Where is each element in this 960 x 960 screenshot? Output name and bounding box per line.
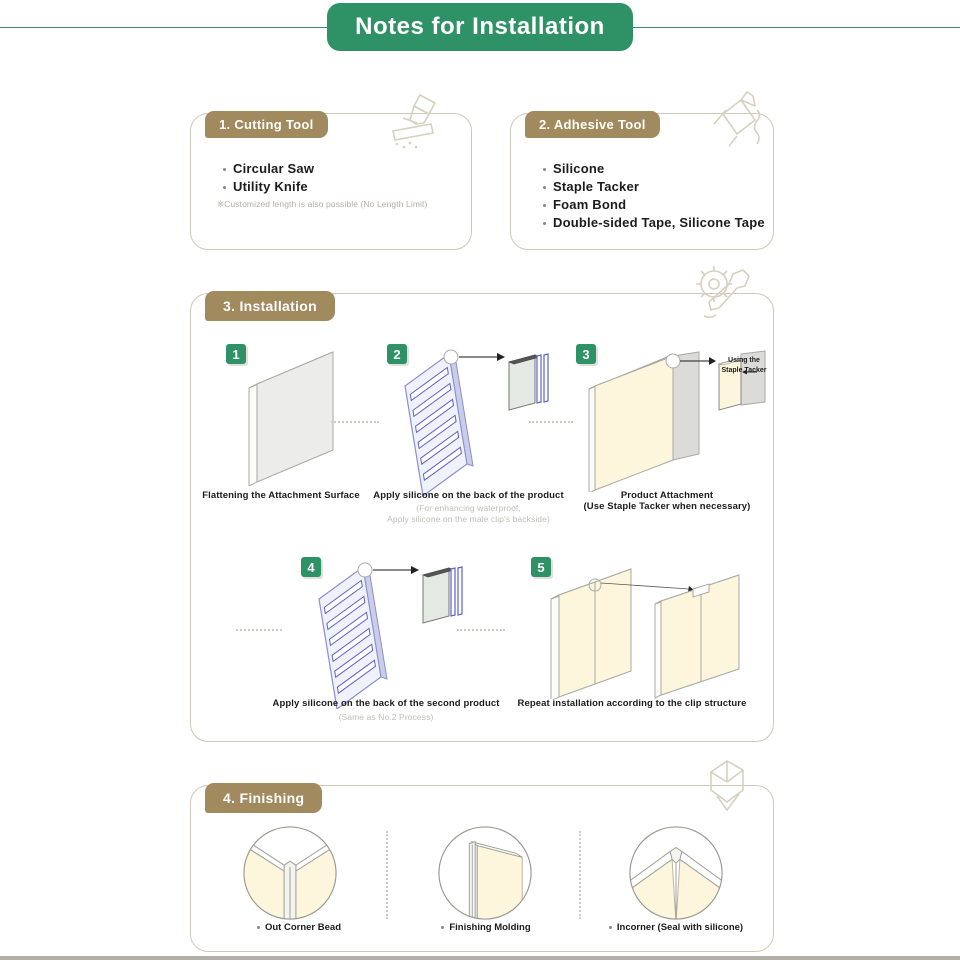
tool-item-label: Double-sided Tape, Silicone Tape (553, 215, 765, 230)
step-sub-caption: Apply silicone on the male clip's backside) (387, 514, 550, 524)
wall-surface-illustration (229, 346, 359, 486)
finish-caption-label: Incorner (Seal with silicone) (616, 922, 744, 933)
finish-caption (601, 922, 751, 933)
bullet-icon (223, 168, 226, 171)
silicone-tube-icon (693, 88, 771, 154)
finishing-molding-illustration (436, 824, 534, 922)
step-caption: Apply silicone on the back of the product (373, 490, 564, 501)
step-caption: Repeat installation according to the clip structure (517, 698, 747, 709)
list-item (543, 178, 765, 196)
step-caption: Flattening the Attachment Surface (202, 490, 360, 501)
staple-tacker-annotation (718, 356, 770, 376)
step-sub-caption: (Same as No.2 Process) (338, 712, 434, 722)
step-caption: Apply silicone on the back of the second product (272, 698, 500, 709)
gear-wrench-icon (689, 260, 759, 326)
list-item (223, 178, 427, 196)
title-line-left (0, 27, 327, 28)
bullet-icon (609, 926, 612, 929)
list-item (543, 196, 765, 214)
cutting-tool-card (190, 113, 472, 250)
tool-item-label: Circular Saw (233, 161, 315, 176)
dotted-separator (331, 421, 379, 423)
page-title: Notes for Installation (327, 3, 633, 51)
step-number-badge: 5 (531, 557, 551, 577)
installation-card (190, 293, 774, 742)
finishing-card (190, 785, 774, 952)
step-number-badge: 4 (301, 557, 321, 577)
bullet-icon (543, 204, 546, 207)
silicone-application-illustration (303, 559, 473, 709)
incorner-illustration (627, 824, 725, 922)
bottom-edge-strip (0, 956, 960, 960)
list-item (223, 160, 427, 178)
cutting-tool-label: 1. Cutting Tool (205, 111, 328, 138)
finishing-label: 4. Finishing (205, 783, 322, 813)
list-item (543, 160, 765, 178)
finish-caption-label: Out Corner Bead (264, 922, 341, 933)
bullet-icon (543, 168, 546, 171)
bullet-icon (543, 222, 546, 225)
annotation-line: Staple Tacker (721, 367, 767, 374)
bullet-icon (257, 926, 260, 929)
cutting-note: ※Customized length is also possible (No Length Limit) (217, 199, 428, 209)
tool-item-label: Foam Bond (553, 197, 627, 212)
step-number-badge: 3 (576, 344, 596, 364)
dotted-separator (529, 421, 573, 423)
adhesive-tool-list (543, 160, 765, 232)
dotted-separator (579, 831, 581, 919)
adhesive-tool-card (510, 113, 774, 250)
installation-label: 3. Installation (205, 291, 335, 321)
finish-caption-label: Finishing Molding (449, 922, 531, 933)
bullet-icon (543, 186, 546, 189)
tool-item-label: Staple Tacker (553, 179, 640, 194)
tool-item-label: Utility Knife (233, 179, 308, 194)
corner-molding-icon (699, 758, 755, 816)
out-corner-bead-illustration (241, 824, 339, 922)
title-line-right (633, 27, 960, 28)
title-row (0, 2, 960, 52)
step-sub-caption: (For enhancing waterproof, (416, 503, 521, 513)
step-caption: Product Attachment (620, 490, 714, 501)
saw-icon (373, 92, 449, 152)
step-caption: (Use Staple Tacker when necessary) (583, 501, 751, 512)
adhesive-tool-label: 2. Adhesive Tool (525, 111, 660, 138)
bullet-icon (223, 186, 226, 189)
finish-caption (426, 922, 546, 933)
dotted-separator (386, 831, 388, 919)
step-number-badge: 2 (387, 344, 407, 364)
dotted-separator (236, 629, 282, 631)
repeat-installation-illustration (543, 559, 758, 699)
finish-caption (239, 922, 359, 933)
step-number-badge: 1 (226, 344, 246, 364)
cutting-tool-list (217, 160, 428, 210)
tool-item-label: Silicone (553, 161, 605, 176)
bullet-icon (441, 926, 444, 929)
list-item (543, 214, 765, 232)
annotation-line: Using the (728, 357, 760, 364)
